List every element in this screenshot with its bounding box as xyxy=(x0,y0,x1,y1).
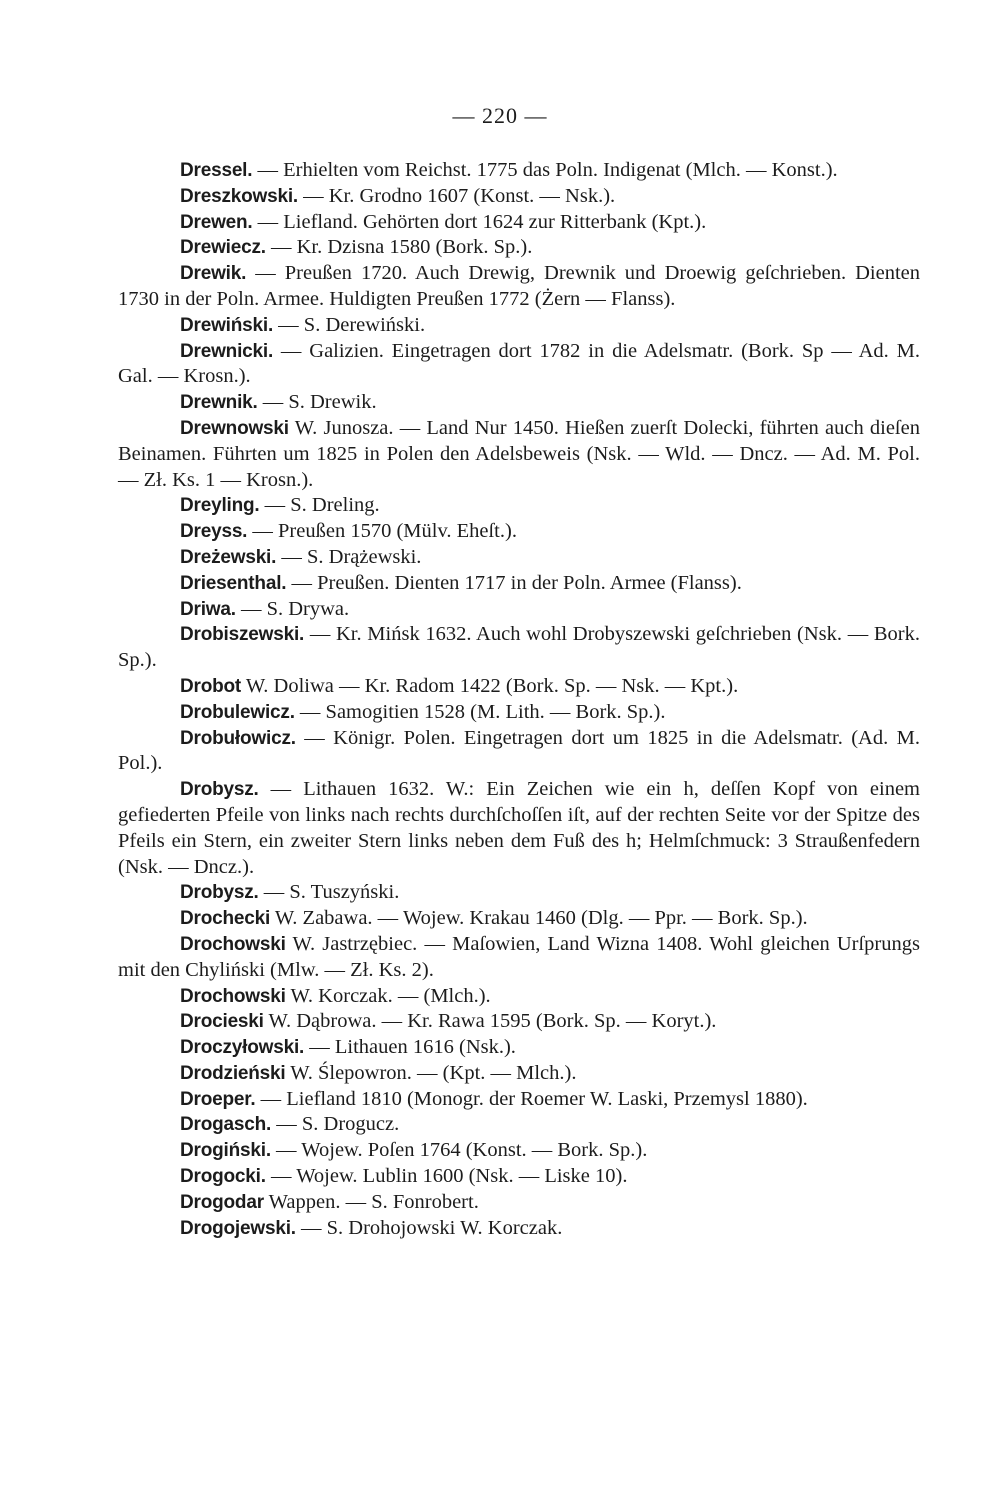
entry-name: Drewnik. xyxy=(180,392,258,414)
entry-name: Drewen. xyxy=(180,211,253,233)
entry xyxy=(118,545,920,571)
entry-text: — Preußen 1570 (Mülv. Eheſt.). xyxy=(252,520,517,543)
entry xyxy=(118,597,920,623)
entry-name: Drobiszewski. xyxy=(180,624,305,646)
entry xyxy=(118,700,920,726)
entry-list xyxy=(118,158,920,1241)
entry xyxy=(118,1061,920,1087)
entry-name: Drobulewicz. xyxy=(180,701,295,723)
entry-name: Driwa. xyxy=(180,598,236,620)
entry xyxy=(118,932,920,984)
entry-name: Drobysz. xyxy=(180,779,259,801)
entry-text: — Wojew. Poſen 1764 (Konst. — Bork. Sp.). xyxy=(276,1139,648,1162)
entry-text: — S. Dreling. xyxy=(264,494,380,517)
entry xyxy=(118,1035,920,1061)
entry xyxy=(118,519,920,545)
entry-text: — Kr. Dzisna 1580 (Bork. Sp.). xyxy=(270,236,533,259)
entry-name: Driesenthal. xyxy=(180,572,287,594)
entry-text: W. Korczak. — (Mlch.). xyxy=(290,984,491,1007)
entry-name: Droczyłowski. xyxy=(180,1037,305,1059)
entry-text: — Kr. Mińsk 1632. Auch wohl Drobyszewski geſchrieben (Nsk. — Bork. Sp.). xyxy=(118,623,921,672)
entry-text: W. Ślepowron. — (Kpt. — Mlch.). xyxy=(290,1061,577,1084)
entry-text: — Preußen. Dienten 1717 in der Poln. Armee (Flanss). xyxy=(291,571,742,594)
entry xyxy=(118,777,920,880)
entry-text: — Galizien. Eingetragen dort 1782 in die Adelsmatr. (Bork. Sp — Ad. M. Gal. — Krosn.). xyxy=(118,339,921,388)
entry-name: Drogodar xyxy=(180,1191,264,1213)
entry-text: — S. Drohojowski W. Korczak. xyxy=(300,1216,563,1239)
entry-name: Drochowski xyxy=(180,933,286,955)
entry-name: Drochecki xyxy=(180,908,271,930)
entry-text: W. Dąbrowa. — Kr. Rawa 1595 (Bork. Sp. — Koryt.). xyxy=(268,1010,717,1033)
entry xyxy=(118,622,920,674)
entry-text: — Königr. Polen. Eingetragen dort um 1825 in die Adelsmatr. (Ad. M. Pol.). xyxy=(118,726,920,775)
entry-name: Drewiecz. xyxy=(180,237,266,259)
entry-text: W. Zabawa. — Wojew. Krakau 1460 (Dlg. — Ppr. — Bork. Sp.). xyxy=(274,907,808,930)
entry-name: Dreszkowski. xyxy=(180,185,298,207)
entry xyxy=(118,210,920,236)
entry xyxy=(118,261,920,313)
entry-text: — Samogitien 1528 (M. Lith. — Bork. Sp.). xyxy=(299,700,666,723)
entry xyxy=(118,390,920,416)
entry-name: Droeper. xyxy=(180,1088,256,1110)
entry xyxy=(118,726,920,778)
entry-name: Drobysz. xyxy=(180,882,259,904)
entry-name: Drodzieński xyxy=(180,1062,286,1084)
entry-name: Drocieski xyxy=(180,1011,264,1033)
entry-text: — S. Drążewski. xyxy=(281,545,422,568)
entry-name: Drewik. xyxy=(180,263,247,285)
entry xyxy=(118,339,920,391)
entry-name: Drogiński. xyxy=(180,1140,271,1162)
entry xyxy=(118,416,920,493)
entry xyxy=(118,1164,920,1190)
entry-text: — Liefland. Gehörten dort 1624 zur Ritterbank (Kpt.). xyxy=(257,210,707,233)
entry-name: Dreyss. xyxy=(180,521,248,543)
entry-name: Drogojewski. xyxy=(180,1217,296,1239)
entry xyxy=(118,184,920,210)
entry-text: — S. Derewiński. xyxy=(278,313,426,336)
entry-text: — Erhielten vom Reichst. 1775 das Poln. Indigenat (Mlch. — Konst.). xyxy=(257,159,838,181)
entry-text: — Liefland 1810 (Monogr. der Roemer W. Laski, Przemysl 1880). xyxy=(260,1087,808,1110)
entry-name: Dreżewski. xyxy=(180,546,277,568)
entry xyxy=(118,158,920,184)
entry-name: Dreyling. xyxy=(180,495,260,517)
entry xyxy=(118,571,920,597)
entry xyxy=(118,1087,920,1113)
entry-text: — Kr. Grodno 1607 (Konst. — Nsk.). xyxy=(303,184,616,207)
entry-text: Wappen. — S. Fonrobert. xyxy=(268,1190,479,1213)
entry-name: Drewnicki. xyxy=(180,340,274,362)
entry-name: Dressel. xyxy=(180,160,253,181)
entry xyxy=(118,1138,920,1164)
entry-text: W. Jastrzębiec. — Maſowien, Land Wizna 1408. Wohl gleichen Urſprungs mit den Chyliński (Mlw. — Zł. Ks. 2). xyxy=(118,932,920,981)
page-number: — 220 — xyxy=(452,103,548,128)
entry-text: — S. Tuszyński. xyxy=(263,881,400,904)
entry-text: — Wojew. Lublin 1600 (Nsk. — Liske 10). xyxy=(270,1165,628,1188)
entry-name: Drogocki. xyxy=(180,1166,266,1188)
entry xyxy=(118,493,920,519)
entry-text: — S. Drogucz. xyxy=(276,1113,400,1136)
entry-name: Drewiński. xyxy=(180,314,274,336)
entry-text: — Preußen 1720. Auch Drewig, Drewnik und Droewig geſchrieben. Dienten 1730 in der Poln. Armee. Huldigten Preußen 1772 (Żern — Flanss). xyxy=(118,262,920,310)
entry xyxy=(118,1190,920,1216)
entry-name: Drewnowski xyxy=(180,417,289,439)
entry-name: Drobot xyxy=(180,675,242,697)
entry xyxy=(118,1009,920,1035)
entry xyxy=(118,674,920,700)
entry-text: W. Doliwa — Kr. Radom 1422 (Bork. Sp. — Nsk. — Kpt.). xyxy=(245,674,739,697)
entry xyxy=(118,906,920,932)
entry-text: W. Junosza. — Land Nur 1450. Hießen zuerſt Dolecki, führten auch dieſen Beinamen. Führten um 1825 in Polen den Adelsbeweis (Nsk. — Wld. — Dncz. — Ad. M. Pol. — Zł. Ks. 1 — Krosn.). xyxy=(118,416,920,491)
entry-text: — Lithauen 1632. W.: Ein Zeichen wie ein h, deſſen Kopf von einem gefiederten Pfeile von links nach rechts durchſchoſſen iſt, auf der rechten Seite vor der Spitze des Pfeils ein Stern, ein zweiter Stern links neben dem Fuß des h; Helmſchmuck: 3 Straußenfedern (Nsk. — Dncz.). xyxy=(118,778,920,878)
entry-text: — S. Drywa. xyxy=(240,597,350,620)
entry-name: Drogasch. xyxy=(180,1114,272,1136)
entry-name: Drobułowicz. xyxy=(180,727,296,749)
entry xyxy=(118,984,920,1010)
entry-text: — Lithauen 1616 (Nsk.). xyxy=(309,1036,516,1059)
entry xyxy=(118,313,920,339)
entry xyxy=(118,1112,920,1138)
entry xyxy=(118,880,920,906)
entry xyxy=(118,1216,920,1242)
entry xyxy=(118,235,920,261)
entry-text: — S. Drewik. xyxy=(262,391,377,414)
entry-name: Drochowski xyxy=(180,985,286,1007)
